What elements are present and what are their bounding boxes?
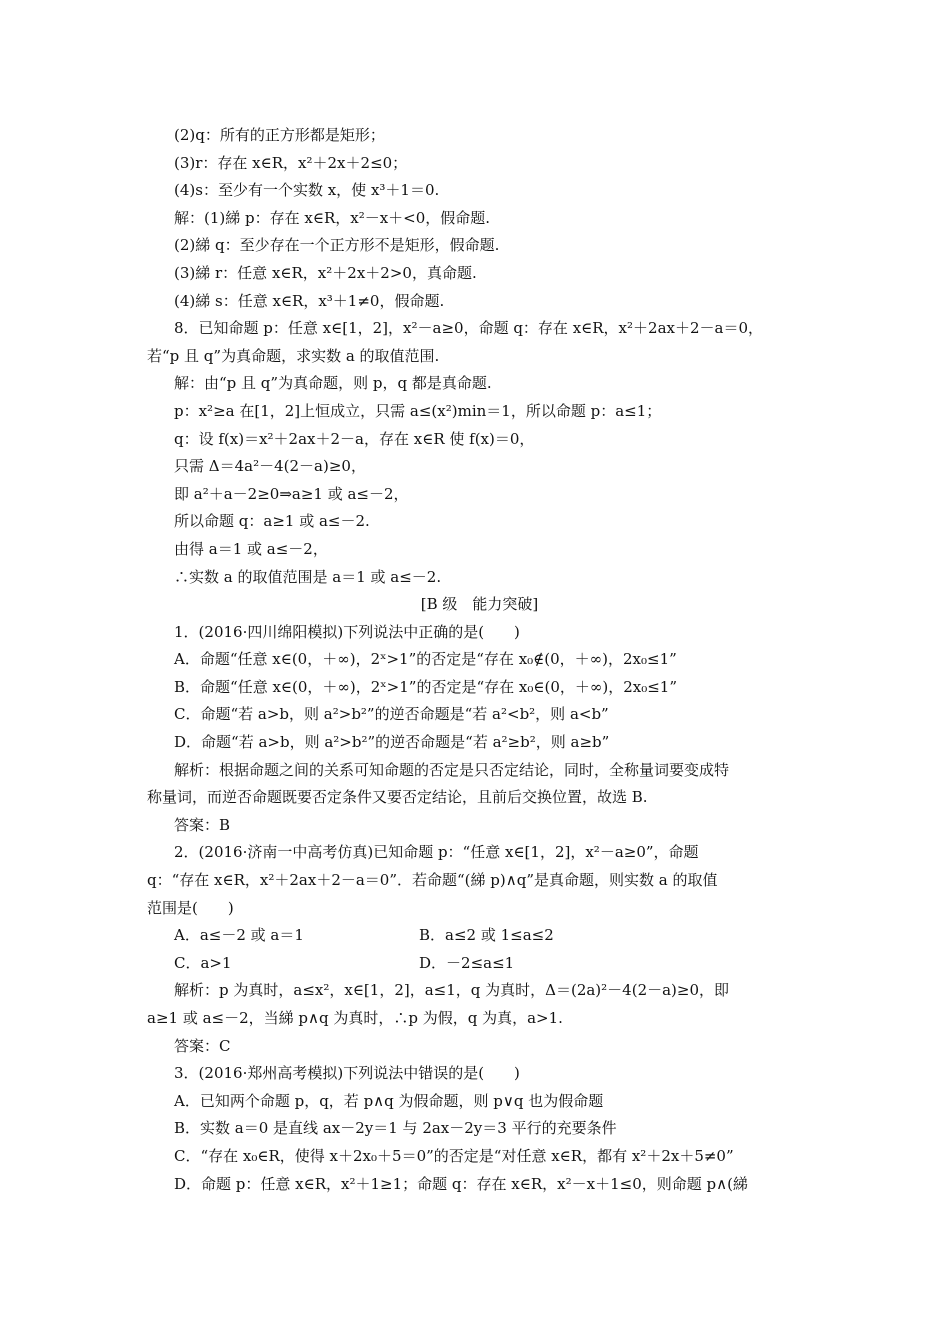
text-line: 3．(2016·郑州高考模拟)下列说法中错误的是( ) — [174, 1064, 520, 1083]
text-line: p：x²≥a 在[1，2]上恒成立，只需 a≤(x²)min＝1，所以命题 p：a≤1； — [174, 401, 662, 420]
text-line: 答案：B — [174, 815, 231, 834]
text-line: a≥1 或 a≤－2，当綈 p∧q 为真时，∴p 为假，q 为真，a>1. — [147, 1009, 563, 1027]
text-line: 8．已知命题 p：任意 x∈[1，2]，x²－a≥0，命题 q：存在 x∈R，x²＋2ax＋2－a＝0， — [174, 319, 764, 338]
text-line: 解：由“p 且 q”为真命题，则 p，q 都是真命题. — [174, 374, 492, 393]
text-line: 由得 a＝1 或 a≤－2， — [174, 539, 328, 558]
text-line: 即 a²＋a－2≥0⇒a≥1 或 a≤－2， — [174, 484, 409, 503]
text-line: B．实数 a＝0 是直线 ax－2y＝1 与 2ax－2y＝3 平行的充要条件 — [174, 1119, 617, 1138]
text-line: (3)r：存在 x∈R，x²＋2x＋2≤0； — [174, 153, 408, 172]
text-line: q：设 f(x)＝x²＋2ax＋2－a，存在 x∈R 使 f(x)＝0， — [174, 429, 535, 448]
text-line: 范围是( ) — [147, 898, 234, 917]
text-line: 2．(2016·济南一中高考仿真)已知命题 p：“任意 x∈[1，2]，x²－a≥0”，命题 — [174, 843, 699, 862]
text-line: (3)綈 r：任意 x∈R，x²＋2x＋2>0，真命题. — [174, 263, 477, 282]
text-line: 答案：C — [174, 1036, 231, 1055]
section-heading: [B 级 能力突破] — [420, 595, 539, 614]
text-line: (4)綈 s：任意 x∈R，x³＋1≠0，假命题. — [174, 291, 445, 310]
option-right: B．a≤2 或 1≤a≤2 — [419, 926, 554, 945]
text-line: C．“存在 x₀∈R，使得 x＋2x₀＋5＝0”的否定是“对任意 x∈R，都有 x²＋2x＋5≠0” — [174, 1146, 734, 1165]
text-line: 1．(2016·四川绵阳模拟)下列说法中正确的是( ) — [174, 622, 520, 641]
text-line: 解：(1)綈 p：存在 x∈R，x²－x＋<0，假命题. — [174, 208, 491, 227]
option-row — [147, 922, 812, 950]
text-line: (2)綈 q：至少存在一个正方形不是矩形，假命题. — [174, 236, 500, 255]
text-line: D．命题“若 a>b，则 a²>b²”的逆否命题是“若 a²≥b²，则 a≥b” — [174, 733, 610, 752]
option-right: D．－2≤a≤1 — [419, 953, 515, 972]
text-line: (4)s：至少有一个实数 x，使 x³＋1＝0. — [174, 181, 440, 200]
text-line: 若“p 且 q”为真命题，求实数 a 的取值范围. — [147, 346, 440, 365]
text-line: 所以命题 q：a≥1 或 a≤－2. — [174, 512, 370, 531]
text-line: A．已知两个命题 p，q，若 p∧q 为假命题，则 p∨q 也为假命题 — [174, 1091, 604, 1110]
document-body — [147, 122, 812, 1198]
text-line: D．命题 p：任意 x∈R，x²＋1≥1；命题 q：存在 x∈R，x²－x＋1≤0，则命题 p∧(綈 — [174, 1174, 748, 1193]
text-line: A．命题“任意 x∈(0，＋∞)，2ˣ>1”的否定是“存在 x₀∉(0，＋∞)，2x₀≤1” — [174, 650, 677, 669]
text-line: 解析：p 为真时，a≤x²，x∈[1，2]，a≤1，q 为真时，Δ＝(2a)²－4(2－a)≥0，即 — [174, 981, 730, 1000]
text-line: 解析：根据命题之间的关系可知命题的否定是只否定结论，同时，全称量词要变成特 — [174, 760, 730, 779]
text-line: 称量词，而逆否命题既要否定条件又要否定结论，且前后交换位置，故选 B. — [147, 788, 648, 807]
option-left: C．a>1 — [174, 953, 232, 972]
text-line: B．命题“任意 x∈(0，＋∞)，2ˣ>1”的否定是“存在 x₀∈(0，＋∞)，2x₀≤1” — [174, 677, 677, 696]
text-line: (2)q：所有的正方形都是矩形； — [174, 126, 385, 144]
text-line: 只需 Δ＝4a²－4(2－a)≥0， — [174, 457, 366, 476]
text-line: q：“存在 x∈R，x²＋2ax＋2－a＝0”．若命题“(綈 p)∧q”是真命题，则实数 a 的取值 — [147, 871, 718, 890]
text-line: C．命题“若 a>b，则 a²>b²”的逆否命题是“若 a²<b²，则 a<b” — [174, 705, 609, 724]
option-row — [147, 950, 812, 978]
option-left: A．a≤－2 或 a＝1 — [174, 926, 304, 945]
text-line: ∴实数 a 的取值范围是 a＝1 或 a≤－2. — [174, 567, 442, 586]
